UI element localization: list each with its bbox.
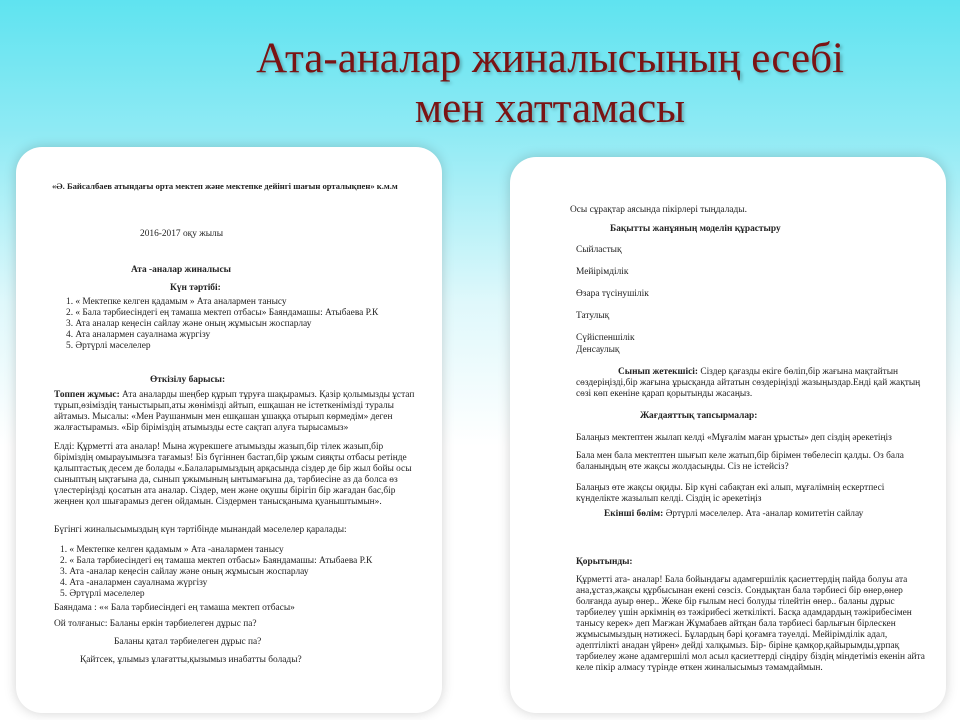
quality-item: Мейірімділік	[576, 267, 629, 277]
quality-item: Татулық	[576, 311, 610, 321]
quality-item: Өзара түсінушілік	[576, 289, 649, 299]
agenda-title: Күн тәртібі:	[170, 283, 221, 293]
task-3: Балаңыз өте жақсы оқиды. Бір күні сабақтан екі алып, мұғалімнің ескертпесі күнделікте жазылып келді. Сіздің іс әрекетіңіз	[576, 483, 885, 504]
task-2: Бала мен бала мектептен шығып келе жатып,бір бірімен төбелесіп қалды. Оз бала баланыңдың өте жақсы жолдасыңды. Сіз не істейсіз?	[576, 451, 904, 472]
intro-line: Осы сұрақтар аясында пікірлері тыңдалады.	[570, 205, 747, 215]
meeting-heading: Ата -аналар жиналысы	[131, 265, 231, 275]
part2-text: Әртүрлі мәселелер. Ата -аналар комитетін сайлау	[665, 509, 864, 519]
agenda-item: 2. « Бала тәрбиесіндегі ең тамаша мектеп отбасы» Баяндамашы: Атыбаева Р.К	[60, 556, 373, 566]
slide-title	[180, 34, 920, 134]
agenda-item: 3. Ата -аналар кеңесін сайлау және оның жұмысын жоспарлау	[60, 567, 309, 577]
model-title: Бақытты жанұяның моделін құрастыру	[610, 224, 781, 234]
question-3: Қайтсек, ұлымыз ұлағатты,қызымыз инабатты болады?	[80, 655, 302, 665]
slide-title-line2: мен хаттамасы	[414, 85, 686, 132]
agenda-item: 4. Ата аналармен сауалнама жүргізу	[66, 330, 211, 340]
progress-title: Өткізілу барысы:	[150, 375, 226, 385]
class-leader-text: Сіздер қағазды екіге бөліп,бір жағына мақтайтын сөздеріңізді,бір жағына ұрысқанда айтатын сөздеріңізді жазыңыздар.Енді қай жақтың сөзі көп екеніне қарап қорытынды жасаңыз.	[576, 367, 921, 399]
report-line: Баяндама : «« Бала тәрбиесіндегі ең тамаша мектеп отбасы»	[54, 603, 295, 613]
conclusion-title: Қорытынды:	[576, 557, 633, 567]
school-name: «Ә. Байсалбаев атындағы орта мектеп және мектепке дейінгі шағын орталықпен» к.м.м	[52, 181, 398, 191]
quality-item: Сүйіспеншілік	[576, 333, 635, 343]
part2-label: Екінші бөлім:	[604, 509, 664, 519]
group-work-text: Ата аналарды шеңбер құрып тұруға шақырамыз. Қазір қолымызды ұстап тұрып,өзіміздің таныстырып,аты жөнімізді айтып, ешқашан не істеткенімізді туралы айтамыз. Мысалы: «Мен Раушанмын мен ешқашан ұшаққа отырып көрмедім» деген жалғастырамыз. «Бір біріміздің атымызды есте сақтап алуға тырысамыз»	[54, 390, 415, 433]
welcome-paragraph: Елді: Құрметті ата аналар! Мына жүрекшеге атымызды жазып,бір тілек жазып,бір біріміздің омырауымызға тағамыз! Біз бүгіннен бастап,бір ұжым сияқты отбасы ретінде қалыптастық десем де болады «.Балаларымыздың арқасында сіздер де бір жыл бойы осы сыныптың ықтағына да, сынып ұжымының ынтымағына да, тәрбиесіне аз да болса өз үлестеріңізді қосатын ата аналар. Сіздер, мен және оқушы бірігіп бір жағадан бас,бір жеңнен қол шығарамыз деген ойдамын. Сіздермен танысқаныма қуаныштымын».	[54, 442, 412, 507]
quality-item: Сыйластық	[576, 245, 622, 255]
agenda-item: 1. « Мектепке келген қадамым » Ата аналармен танысу	[66, 297, 287, 307]
agenda-item: 5. Әртүрлі мәселелер	[66, 341, 151, 351]
slide-title-line1: Ата-аналар жиналысының есебі	[256, 35, 844, 82]
question-2: Баланы қатал тәрбиелеген дұрыс па?	[114, 637, 262, 647]
group-work-paragraph	[54, 390, 420, 434]
tasks-title: Жағдаяттық тапсырмалар:	[640, 411, 758, 421]
conclusion-text: Құрметті ата- аналар! Бала бойындағы адамгершілік қасиеттердің пайда болуы ата ана,ұстаз,жақсы құрбысынан екені сөзсіз. Сондықтан бала тәрбиесі бір өнер,өнер болғанда ауыр өнер.. Жеке бір ғылым несі болуды тілейтін өнер.. баланы дұрыс тәрбиелеу үшін әркімнің өз тәжірибесі жеткілікті. Басқа адамдардың тәжірибесімен танысу керек» деп Мағжан Жұмабаев айтқан бала тәрбиесі барлығын бірлескен жұмысымыздың нәтижесі. Бұлардың бәрі қоғамға тәуелді. Мейірімділік адал, әдептілікті анадан үйрен» дейді халқымыз. Бір- біріне қамқор,қайырымды,ұрпақ тәрбиелеу және адамгершілі мол асыл қасиеттерді сіңдіру біздің міндетіміз екенін айта келе пікір алмасу түрінде өткен жиналысымыз тәмамдаймын.	[576, 575, 925, 673]
left-document-page	[16, 147, 442, 713]
group-work-label: Топпен жұмыс:	[54, 390, 120, 400]
agenda-item: 3. Ата аналар кеңесін сайлау және оның жұмысын жоспарлау	[66, 319, 312, 329]
agenda-item: 1. « Мектепке келген қадамым » Ата -аналармен танысу	[60, 545, 284, 555]
right-document-page	[510, 157, 946, 713]
agenda-item: 4. Ата -аналармен сауалнама жүргізу	[60, 578, 208, 588]
class-leader-label: Сынып жетекшісі:	[618, 367, 698, 377]
part2-line	[604, 509, 863, 520]
quality-item: Денсаулық	[576, 345, 620, 355]
question-1: Ой толғаныс: Баланы еркін тәрбиелеген дұрыс па?	[54, 619, 257, 629]
agenda-item: 2. « Бала тәрбиесіндегі ең тамаша мектеп отбасы» Баяндамашы: Атыбаева Р.К	[66, 308, 379, 318]
agenda-item: 5. Әртүрлі мәселелер	[60, 589, 145, 599]
today-intro: Бүгінгі жиналысымыздың күн тәртібінде мынандай мәселелер қаралады:	[54, 525, 347, 535]
class-leader-paragraph	[576, 367, 928, 400]
school-year: 2016-2017 оқу жылы	[140, 229, 223, 239]
task-1: Балаңыз мектептен жылап келді «Мұғалім маған ұрысты» деп сіздің әрекетіңіз	[576, 433, 892, 443]
